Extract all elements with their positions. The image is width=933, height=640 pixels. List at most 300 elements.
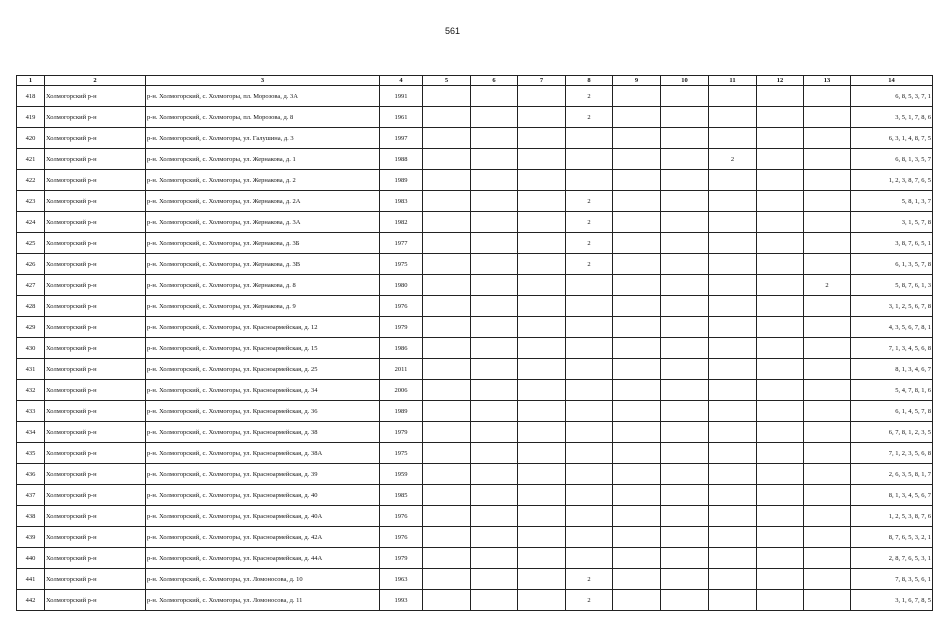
cell-sequence: 7, 1, 2, 3, 5, 6, 8	[851, 443, 933, 464]
cell-col-10	[661, 128, 709, 149]
cell-col-13	[804, 149, 851, 170]
cell-col-10	[661, 191, 709, 212]
cell-address: р-н. Холмогорский, с. Холмогоры, ул. Жернакова, д. 1	[146, 149, 380, 170]
cell-row-number: 422	[17, 170, 45, 191]
cell-col-7	[518, 422, 566, 443]
cell-col-8	[566, 275, 613, 296]
table-row	[17, 590, 933, 611]
cell-year: 1983	[380, 191, 423, 212]
cell-col-5	[423, 422, 471, 443]
cell-sequence: 6, 1, 4, 5, 7, 8	[851, 401, 933, 422]
cell-col-9	[613, 506, 661, 527]
table-row	[17, 401, 933, 422]
page-number: 561	[444, 26, 461, 36]
cell-col-8	[566, 506, 613, 527]
cell-col-11	[709, 443, 757, 464]
column-header-2: 2	[45, 76, 146, 86]
cell-col-5	[423, 233, 471, 254]
cell-row-number: 434	[17, 422, 45, 443]
cell-col-6	[471, 422, 518, 443]
cell-year: 1975	[380, 254, 423, 275]
cell-col-5	[423, 128, 471, 149]
cell-col-6	[471, 380, 518, 401]
cell-row-number: 418	[17, 86, 45, 107]
column-header-12: 12	[757, 76, 804, 86]
cell-district: Холмогорский р-н	[45, 233, 146, 254]
cell-col-11	[709, 296, 757, 317]
cell-col-11	[709, 338, 757, 359]
cell-sequence: 8, 7, 6, 5, 3, 2, 1	[851, 527, 933, 548]
cell-col-12	[757, 506, 804, 527]
cell-col-13	[804, 107, 851, 128]
cell-col-12	[757, 149, 804, 170]
cell-year: 1979	[380, 548, 423, 569]
cell-sequence: 6, 8, 5, 3, 7, 1	[851, 86, 933, 107]
cell-col-11	[709, 233, 757, 254]
cell-col-11	[709, 86, 757, 107]
cell-col-13: 2	[804, 275, 851, 296]
cell-col-8	[566, 380, 613, 401]
cell-col-5	[423, 443, 471, 464]
cell-col-5	[423, 170, 471, 191]
cell-district: Холмогорский р-н	[45, 149, 146, 170]
cell-sequence: 1, 2, 3, 8, 7, 6, 5	[851, 170, 933, 191]
cell-col-12	[757, 254, 804, 275]
cell-col-8: 2	[566, 569, 613, 590]
cell-address: р-н. Холмогорский, с. Холмогоры, ул. Ломоносова, д. 10	[146, 569, 380, 590]
cell-year: 1986	[380, 338, 423, 359]
cell-col-10	[661, 548, 709, 569]
cell-col-9	[613, 254, 661, 275]
cell-col-7	[518, 149, 566, 170]
cell-col-7	[518, 569, 566, 590]
cell-sequence: 3, 1, 5, 7, 8	[851, 212, 933, 233]
cell-sequence: 7, 1, 3, 4, 5, 6, 8	[851, 338, 933, 359]
cell-col-9	[613, 149, 661, 170]
cell-year: 1963	[380, 569, 423, 590]
cell-col-13	[804, 443, 851, 464]
cell-district: Холмогорский р-н	[45, 569, 146, 590]
cell-col-9	[613, 485, 661, 506]
cell-col-10	[661, 296, 709, 317]
cell-district: Холмогорский р-н	[45, 401, 146, 422]
cell-col-6	[471, 506, 518, 527]
cell-district: Холмогорский р-н	[45, 212, 146, 233]
cell-col-5	[423, 485, 471, 506]
cell-col-9	[613, 170, 661, 191]
cell-district: Холмогорский р-н	[45, 317, 146, 338]
cell-col-10	[661, 506, 709, 527]
table-row	[17, 359, 933, 380]
cell-col-6	[471, 401, 518, 422]
cell-col-7	[518, 359, 566, 380]
cell-col-6	[471, 464, 518, 485]
cell-col-11	[709, 212, 757, 233]
cell-sequence: 5, 8, 1, 3, 7	[851, 191, 933, 212]
cell-row-number: 428	[17, 296, 45, 317]
cell-col-5	[423, 506, 471, 527]
cell-col-5	[423, 86, 471, 107]
cell-row-number: 431	[17, 359, 45, 380]
cell-col-12	[757, 107, 804, 128]
cell-col-8	[566, 485, 613, 506]
cell-sequence: 7, 8, 3, 5, 6, 1	[851, 569, 933, 590]
cell-col-6	[471, 296, 518, 317]
cell-col-7	[518, 233, 566, 254]
cell-col-12	[757, 359, 804, 380]
cell-col-11	[709, 275, 757, 296]
column-header-11: 11	[709, 76, 757, 86]
cell-col-13	[804, 548, 851, 569]
cell-col-11	[709, 422, 757, 443]
column-header-5: 5	[423, 76, 471, 86]
cell-col-13	[804, 380, 851, 401]
cell-col-8	[566, 548, 613, 569]
cell-col-13	[804, 128, 851, 149]
table-row	[17, 191, 933, 212]
cell-row-number: 420	[17, 128, 45, 149]
cell-col-8	[566, 464, 613, 485]
cell-col-13	[804, 590, 851, 611]
cell-col-12	[757, 86, 804, 107]
cell-col-8	[566, 296, 613, 317]
cell-year: 1959	[380, 464, 423, 485]
cell-col-10	[661, 401, 709, 422]
cell-col-12	[757, 128, 804, 149]
column-header-8: 8	[566, 76, 613, 86]
cell-district: Холмогорский р-н	[45, 107, 146, 128]
cell-col-13	[804, 422, 851, 443]
cell-col-6	[471, 191, 518, 212]
cell-year: 1997	[380, 128, 423, 149]
cell-col-8: 2	[566, 254, 613, 275]
cell-year: 1980	[380, 275, 423, 296]
cell-col-9	[613, 212, 661, 233]
cell-year: 1991	[380, 86, 423, 107]
cell-col-9	[613, 548, 661, 569]
cell-row-number: 437	[17, 485, 45, 506]
cell-col-10	[661, 590, 709, 611]
table-row	[17, 317, 933, 338]
cell-col-7	[518, 338, 566, 359]
cell-col-10	[661, 422, 709, 443]
cell-col-10	[661, 464, 709, 485]
table-row	[17, 464, 933, 485]
cell-col-5	[423, 359, 471, 380]
cell-col-9	[613, 233, 661, 254]
cell-sequence: 3, 1, 6, 7, 8, 5	[851, 590, 933, 611]
cell-col-12	[757, 212, 804, 233]
cell-col-8: 2	[566, 212, 613, 233]
cell-col-9	[613, 275, 661, 296]
cell-col-9	[613, 338, 661, 359]
cell-col-13	[804, 254, 851, 275]
cell-year: 1979	[380, 317, 423, 338]
cell-col-12	[757, 464, 804, 485]
cell-sequence: 8, 1, 3, 4, 5, 6, 7	[851, 485, 933, 506]
cell-col-9	[613, 191, 661, 212]
cell-col-6	[471, 233, 518, 254]
cell-col-9	[613, 527, 661, 548]
header-row	[17, 76, 933, 86]
cell-col-6	[471, 548, 518, 569]
cell-col-13	[804, 359, 851, 380]
cell-address: р-н. Холмогорский, с. Холмогоры, ул. Красноармейская, д. 44А	[146, 548, 380, 569]
cell-col-5	[423, 254, 471, 275]
cell-col-11	[709, 359, 757, 380]
cell-col-12	[757, 485, 804, 506]
cell-col-11	[709, 107, 757, 128]
cell-col-12	[757, 233, 804, 254]
cell-col-8	[566, 443, 613, 464]
table-row	[17, 212, 933, 233]
table-row	[17, 128, 933, 149]
cell-col-13	[804, 506, 851, 527]
cell-row-number: 423	[17, 191, 45, 212]
cell-col-8	[566, 149, 613, 170]
cell-address: р-н. Холмогорский, с. Холмогоры, ул. Галушина, д. 3	[146, 128, 380, 149]
cell-col-8	[566, 338, 613, 359]
cell-year: 1976	[380, 296, 423, 317]
cell-col-8: 2	[566, 86, 613, 107]
cell-district: Холмогорский р-н	[45, 506, 146, 527]
cell-col-11	[709, 506, 757, 527]
cell-address: р-н. Холмогорский, с. Холмогоры, ул. Красноармейская, д. 15	[146, 338, 380, 359]
cell-col-7	[518, 380, 566, 401]
cell-col-8: 2	[566, 107, 613, 128]
cell-col-7	[518, 170, 566, 191]
cell-sequence: 6, 1, 3, 5, 7, 8	[851, 254, 933, 275]
cell-district: Холмогорский р-н	[45, 590, 146, 611]
cell-address: р-н. Холмогорский, с. Холмогоры, ул. Жернакова, д. 9	[146, 296, 380, 317]
column-header-1: 1	[17, 76, 45, 86]
cell-col-7	[518, 275, 566, 296]
cell-col-8	[566, 317, 613, 338]
cell-col-10	[661, 86, 709, 107]
cell-col-10	[661, 443, 709, 464]
cell-col-6	[471, 275, 518, 296]
cell-address: р-н. Холмогорский, с. Холмогоры, ул. Красноармейская, д. 42А	[146, 527, 380, 548]
cell-col-6	[471, 485, 518, 506]
cell-address: р-н. Холмогорский, с. Холмогоры, ул. Красноармейская, д. 38	[146, 422, 380, 443]
cell-col-9	[613, 296, 661, 317]
cell-col-9	[613, 569, 661, 590]
cell-col-10	[661, 527, 709, 548]
cell-row-number: 435	[17, 443, 45, 464]
column-header-4: 4	[380, 76, 423, 86]
cell-col-7	[518, 443, 566, 464]
cell-col-6	[471, 170, 518, 191]
cell-district: Холмогорский р-н	[45, 443, 146, 464]
cell-col-11	[709, 569, 757, 590]
table-row	[17, 170, 933, 191]
cell-col-10	[661, 254, 709, 275]
cell-district: Холмогорский р-н	[45, 170, 146, 191]
cell-year: 1982	[380, 212, 423, 233]
cell-col-7	[518, 254, 566, 275]
cell-row-number: 425	[17, 233, 45, 254]
cell-col-12	[757, 191, 804, 212]
cell-col-5	[423, 317, 471, 338]
cell-col-11	[709, 191, 757, 212]
cell-col-6	[471, 443, 518, 464]
cell-col-11	[709, 464, 757, 485]
column-header-7: 7	[518, 76, 566, 86]
cell-address: р-н. Холмогорский, с. Холмогоры, ул. Жернакова, д. 3А	[146, 212, 380, 233]
cell-col-8: 2	[566, 191, 613, 212]
cell-sequence: 2, 6, 3, 5, 8, 1, 7	[851, 464, 933, 485]
cell-col-6	[471, 107, 518, 128]
column-header-10: 10	[661, 76, 709, 86]
cell-col-12	[757, 590, 804, 611]
cell-col-8	[566, 527, 613, 548]
cell-col-10	[661, 170, 709, 191]
cell-col-12	[757, 443, 804, 464]
cell-col-9	[613, 128, 661, 149]
cell-col-7	[518, 590, 566, 611]
cell-address: р-н. Холмогорский, с. Холмогоры, ул. Красноармейская, д. 39	[146, 464, 380, 485]
cell-district: Холмогорский р-н	[45, 191, 146, 212]
cell-sequence: 4, 3, 5, 6, 7, 8, 1	[851, 317, 933, 338]
cell-row-number: 433	[17, 401, 45, 422]
cell-row-number: 430	[17, 338, 45, 359]
cell-col-5	[423, 212, 471, 233]
cell-sequence: 6, 7, 8, 1, 2, 3, 5	[851, 422, 933, 443]
cell-row-number: 438	[17, 506, 45, 527]
table-row	[17, 548, 933, 569]
cell-district: Холмогорский р-н	[45, 86, 146, 107]
table-row	[17, 233, 933, 254]
cell-col-9	[613, 86, 661, 107]
cell-col-11	[709, 128, 757, 149]
cell-col-7	[518, 212, 566, 233]
cell-address: р-н. Холмогорский, с. Холмогоры, ул. Жернакова, д. 3В	[146, 254, 380, 275]
cell-col-11	[709, 170, 757, 191]
cell-col-5	[423, 569, 471, 590]
cell-address: р-н. Холмогорский, с. Холмогоры, ул. Ломоносова, д. 11	[146, 590, 380, 611]
cell-col-8	[566, 170, 613, 191]
cell-col-9	[613, 317, 661, 338]
cell-col-6	[471, 317, 518, 338]
cell-col-5	[423, 527, 471, 548]
cell-col-11	[709, 527, 757, 548]
cell-year: 2006	[380, 380, 423, 401]
cell-col-6	[471, 128, 518, 149]
cell-sequence: 6, 8, 1, 3, 5, 7	[851, 149, 933, 170]
cell-col-5	[423, 464, 471, 485]
cell-sequence: 5, 4, 7, 8, 1, 6	[851, 380, 933, 401]
cell-address: р-н. Холмогорский, с. Холмогоры, ул. Красноармейская, д. 25	[146, 359, 380, 380]
cell-col-5	[423, 338, 471, 359]
cell-year: 1988	[380, 149, 423, 170]
table-row	[17, 443, 933, 464]
column-header-3: 3	[146, 76, 380, 86]
cell-address: р-н. Холмогорский, с. Холмогоры, ул. Жернакова, д. 8	[146, 275, 380, 296]
cell-col-11	[709, 380, 757, 401]
cell-year: 1975	[380, 443, 423, 464]
cell-sequence: 3, 8, 7, 6, 5, 1	[851, 233, 933, 254]
cell-col-7	[518, 317, 566, 338]
cell-col-9	[613, 464, 661, 485]
cell-col-5	[423, 149, 471, 170]
cell-district: Холмогорский р-н	[45, 527, 146, 548]
table-row	[17, 107, 933, 128]
table-row	[17, 275, 933, 296]
cell-col-6	[471, 86, 518, 107]
cell-row-number: 439	[17, 527, 45, 548]
cell-col-10	[661, 359, 709, 380]
table-row	[17, 380, 933, 401]
table-row	[17, 422, 933, 443]
table-row	[17, 338, 933, 359]
cell-address: р-н. Холмогорский, с. Холмогоры, пл. Морозова, д. 8	[146, 107, 380, 128]
cell-address: р-н. Холмогорский, с. Холмогоры, ул. Жернакова, д. 2	[146, 170, 380, 191]
cell-col-5	[423, 548, 471, 569]
cell-address: р-н. Холмогорский, с. Холмогоры, ул. Красноармейская, д. 34	[146, 380, 380, 401]
cell-district: Холмогорский р-н	[45, 380, 146, 401]
cell-col-6	[471, 569, 518, 590]
cell-col-5	[423, 296, 471, 317]
cell-col-5	[423, 191, 471, 212]
cell-col-10	[661, 338, 709, 359]
cell-col-6	[471, 527, 518, 548]
cell-col-11	[709, 548, 757, 569]
table-row	[17, 86, 933, 107]
cell-col-13	[804, 170, 851, 191]
cell-col-13	[804, 401, 851, 422]
cell-district: Холмогорский р-н	[45, 128, 146, 149]
cell-col-7	[518, 506, 566, 527]
cell-col-5	[423, 107, 471, 128]
cell-col-9	[613, 590, 661, 611]
cell-year: 1976	[380, 527, 423, 548]
cell-col-13	[804, 527, 851, 548]
cell-col-12	[757, 338, 804, 359]
cell-col-13	[804, 569, 851, 590]
cell-col-11	[709, 317, 757, 338]
cell-col-12	[757, 317, 804, 338]
cell-col-12	[757, 548, 804, 569]
cell-col-12	[757, 422, 804, 443]
cell-col-8: 2	[566, 590, 613, 611]
cell-row-number: 419	[17, 107, 45, 128]
cell-col-5	[423, 275, 471, 296]
cell-col-9	[613, 359, 661, 380]
cell-col-12	[757, 569, 804, 590]
cell-col-6	[471, 254, 518, 275]
cell-col-9	[613, 107, 661, 128]
cell-col-6	[471, 149, 518, 170]
cell-sequence: 2, 8, 7, 6, 5, 3, 1	[851, 548, 933, 569]
cell-col-13	[804, 317, 851, 338]
cell-col-12	[757, 401, 804, 422]
cell-col-10	[661, 212, 709, 233]
cell-address: р-н. Холмогорский, с. Холмогоры, пл. Морозова, д. 3А	[146, 86, 380, 107]
cell-year: 1993	[380, 590, 423, 611]
table-row	[17, 254, 933, 275]
cell-col-10	[661, 275, 709, 296]
cell-address: р-н. Холмогорский, с. Холмогоры, ул. Жернакова, д. 2А	[146, 191, 380, 212]
table-row	[17, 506, 933, 527]
cell-row-number: 436	[17, 464, 45, 485]
cell-col-6	[471, 590, 518, 611]
cell-col-11	[709, 254, 757, 275]
cell-col-5	[423, 590, 471, 611]
cell-col-13	[804, 86, 851, 107]
cell-col-6	[471, 212, 518, 233]
cell-col-10	[661, 233, 709, 254]
cell-district: Холмогорский р-н	[45, 422, 146, 443]
